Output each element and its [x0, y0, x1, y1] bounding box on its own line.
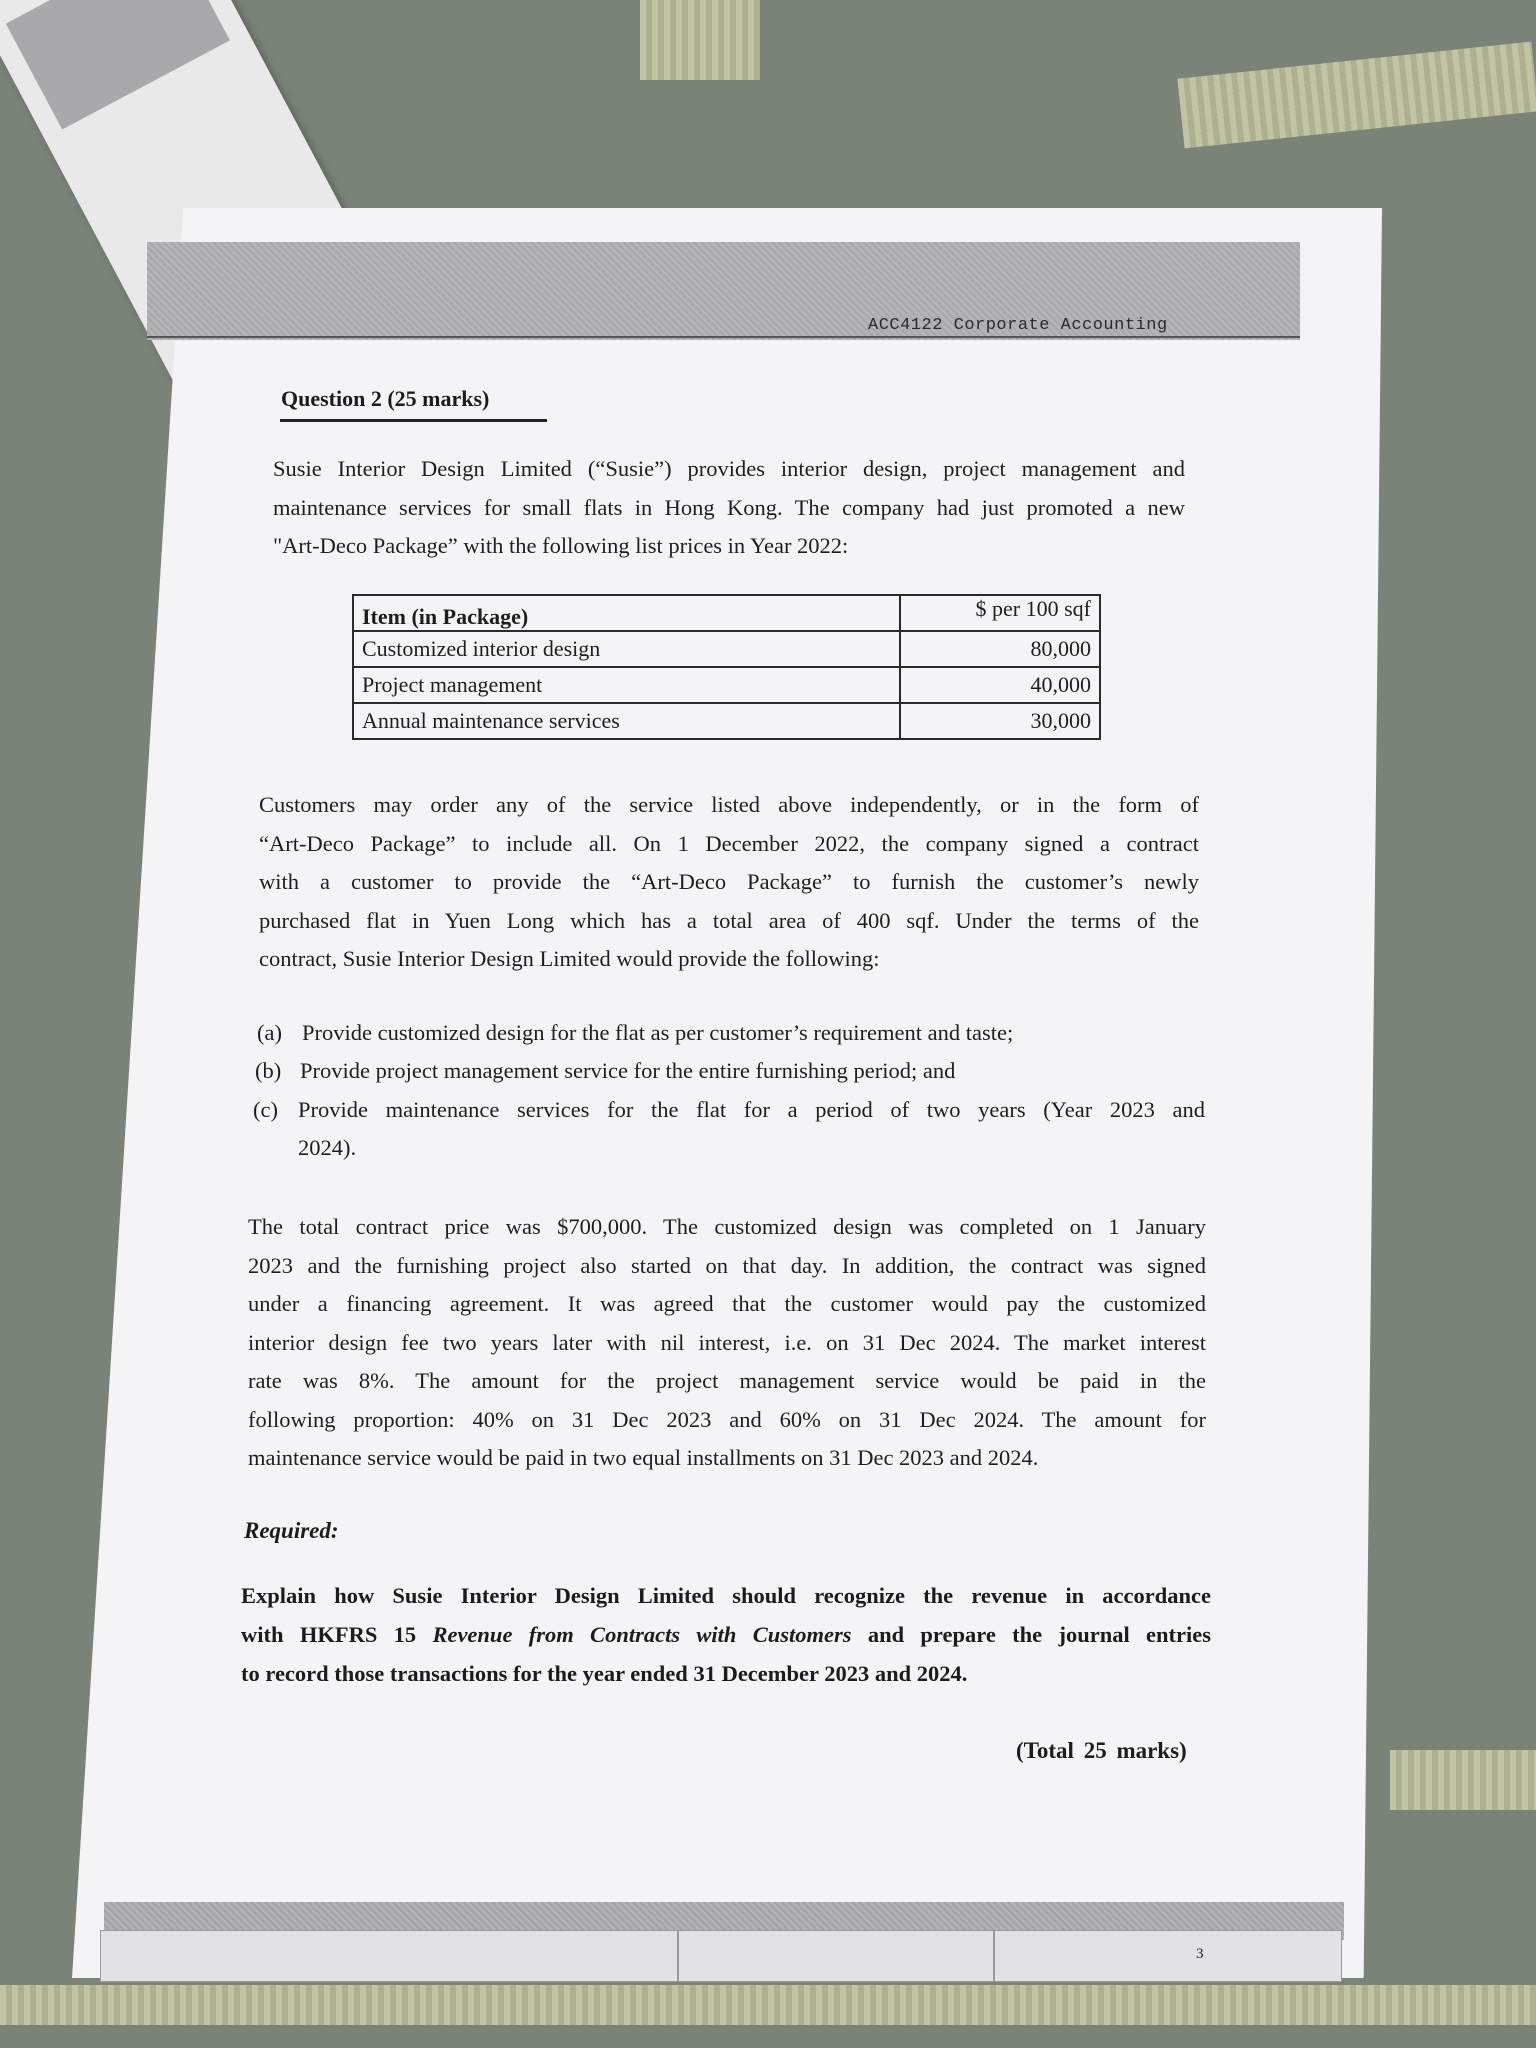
contract-line: contract, Susie Interior Design Limited would provide the following:: [259, 946, 880, 971]
required-line: [241, 1615, 1211, 1654]
table-header-row: [353, 595, 1100, 631]
table-header-price: $ per 100 sqf: [900, 595, 1100, 631]
question-heading: Question 2 (25 marks): [281, 386, 490, 411]
intro-line: "Art-Deco Package” with the following list prices in Year 2022:: [273, 533, 849, 558]
list-item-a: [257, 1014, 1207, 1054]
list-item-text: [298, 1091, 1205, 1167]
list-item-line: Provide maintenance services for the flat for a period of two years (Year 2023 and: [298, 1097, 1205, 1122]
contract-line: “Art-Deco Package” to include all. On 1 December 2022, the company signed a contract: [259, 830, 1199, 856]
required-label: Required:: [244, 1518, 339, 1543]
table-cell-price: 40,000: [900, 667, 1100, 703]
price-list-table: [352, 594, 1101, 740]
contract-paragraph: [259, 786, 1199, 979]
payment-line: rate was 8%. The amount for the project management service would be paid in the: [248, 1368, 1206, 1393]
table-row: [353, 703, 1100, 739]
contract-line: Customers may order any of the service listed above independently, or in the form of: [259, 792, 1199, 817]
list-item-b: [255, 1052, 1205, 1092]
header-rule: [147, 336, 1300, 338]
list-item-text: Provide customized design for the flat as per customer’s requirement and taste;: [302, 1020, 1014, 1045]
table-header-item: Item (in Package): [353, 595, 900, 631]
footer-cell: [994, 1930, 1342, 1982]
payment-line: maintenance service would be paid in two equal installments on 31 Dec 2023 and 2024.: [248, 1445, 1039, 1470]
table-row: [353, 667, 1100, 703]
back-page-band: [6, 0, 230, 130]
payment-line: 2023 and the furnishing project also started on that day. In addition, the contract was signed: [248, 1252, 1206, 1278]
course-title: ACC4122 Corporate Accounting: [868, 316, 1168, 335]
table-cell-item: Annual maintenance services: [353, 703, 900, 739]
fabric-stripe: [1390, 1750, 1536, 1810]
list-item-c: [253, 1091, 1205, 1171]
page-number: 3: [1196, 1946, 1204, 1962]
payment-line: The total contract price was $700,000. The customized design was completed on 1 January: [248, 1214, 1206, 1239]
footer-cell: [100, 1930, 678, 1982]
fabric-stripe: [640, 0, 760, 80]
required-instructions: [241, 1576, 1211, 1693]
required-line-text: and prepare the journal entries: [851, 1622, 1211, 1647]
intro-line: maintenance services for small flats in Hong Kong. The company had just promoted a new: [273, 494, 1185, 520]
intro-paragraph: [273, 450, 1185, 566]
payment-line: interior design fee two years later with nil interest, i.e. on 31 Dec 2024. The market interest: [248, 1329, 1206, 1355]
required-line: to record those transactions for the year ended 31 December 2023 and 2024.: [241, 1661, 968, 1686]
total-marks: (Total 25 marks): [1016, 1738, 1187, 1763]
footer-cell: [678, 1930, 994, 1982]
table-row: [353, 631, 1100, 667]
contract-line: with a customer to provide the “Art-Deco Package” to furnish the customer’s newly: [259, 869, 1199, 894]
table-cell-price: 30,000: [900, 703, 1100, 739]
list-item-line: 2024).: [298, 1135, 357, 1160]
intro-line: Susie Interior Design Limited (“Susie”) provides interior design, project management and: [273, 456, 1185, 481]
heading-underline: [280, 419, 547, 422]
payment-line: following proportion: 40% on 31 Dec 2023 and 60% on 31 Dec 2024. The amount for: [248, 1406, 1206, 1432]
contract-line: purchased flat in Yuen Long which has a total area of 400 sqf. Under the terms of the: [259, 907, 1199, 933]
table-cell-price: 80,000: [900, 631, 1100, 667]
required-line-text: with HKFRS 15: [241, 1622, 433, 1647]
list-marker: (a): [257, 1020, 282, 1045]
list-marker: (c): [253, 1097, 278, 1122]
standard-title: Revenue from Contracts with Customers: [432, 1622, 852, 1647]
list-marker: (b): [255, 1058, 282, 1083]
fabric-stripe: [0, 1985, 1536, 2025]
payment-paragraph: [248, 1208, 1206, 1478]
required-line: Explain how Susie Interior Design Limited should recognize the revenue in accordance: [241, 1583, 1211, 1608]
payment-line: under a financing agreement. It was agreed that the customer would pay the customized: [248, 1291, 1206, 1316]
list-item-text: Provide project management service for the entire furnishing period; and: [300, 1058, 956, 1083]
table-cell-item: Project management: [353, 667, 900, 703]
table-cell-item: Customized interior design: [353, 631, 900, 667]
